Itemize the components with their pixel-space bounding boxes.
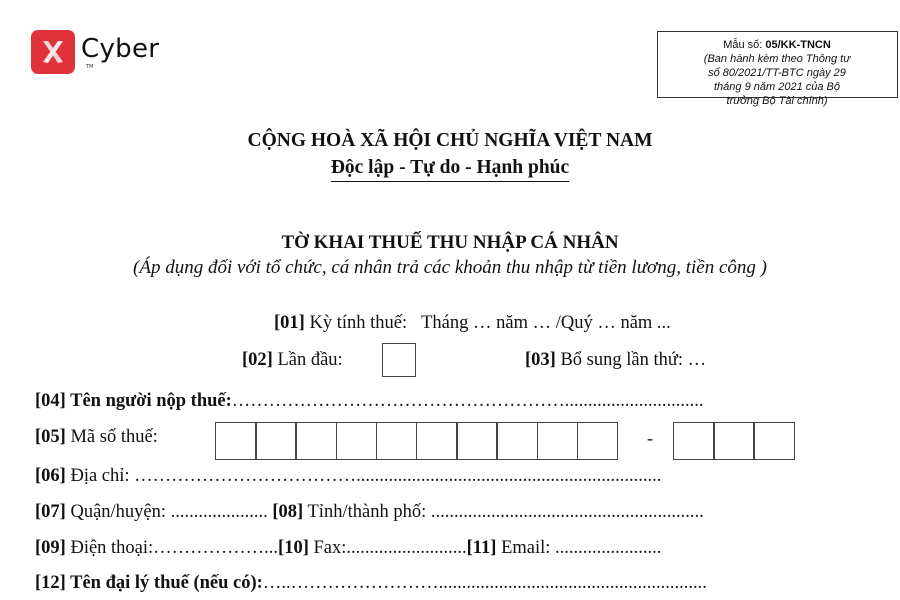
address-input[interactable]: ………………………………..................................................................	[134, 466, 662, 486]
field-07-08-district-province	[35, 502, 704, 523]
motto: Độc lập - Tự do - Hạnh phúc	[331, 157, 569, 182]
tax-code-branch-digit-3[interactable]	[753, 422, 795, 460]
document-title: TỜ KHAI THUẾ THU NHẬP CÁ NHÂN	[281, 232, 619, 253]
field-12-code: [12]	[35, 573, 66, 593]
tax-code-digit-3[interactable]	[295, 422, 337, 460]
first-time-checkbox[interactable]	[382, 343, 416, 377]
field-01-code: [01]	[274, 313, 305, 333]
field-12-label: Tên đại lý thuế (nếu có):	[65, 573, 263, 593]
form-info-line1: (Ban hành kèm theo Thông tư	[703, 53, 851, 65]
tax-code-digit-6[interactable]	[416, 422, 458, 460]
tax-code-separator: -	[647, 428, 653, 448]
tax-code-digit-7[interactable]	[456, 422, 498, 460]
field-08-code: [08]	[272, 502, 304, 522]
field-11-code: [11]	[466, 538, 497, 558]
field-03-supplement	[525, 350, 706, 371]
field-07-code: [07]	[35, 502, 66, 522]
field-04-taxpayer-name	[35, 391, 704, 412]
trademark: TM	[86, 64, 94, 70]
field-05-code: [05]	[35, 427, 66, 447]
tax-code-digit-9[interactable]	[537, 422, 579, 460]
nation-heading: CỘNG HOÀ XÃ HỘI CHỦ NGHĨA VIỆT NAM	[247, 130, 653, 151]
field-12-tax-agent	[35, 573, 707, 594]
form-code: 05/KK-TNCN	[765, 39, 831, 51]
phone-input[interactable]: Điện thoại:………………...	[65, 538, 279, 558]
field-06-label: Địa chỉ:	[65, 466, 135, 486]
fax-input[interactable]: Fax:..........................	[308, 538, 467, 558]
form-info	[657, 38, 897, 108]
tax-code-branch-boxes	[673, 422, 795, 460]
field-09-code: [09]	[35, 538, 66, 558]
motto-wrap	[0, 157, 900, 182]
field-05-tax-code	[35, 427, 158, 448]
field-03-code: [03]	[525, 350, 556, 370]
field-03-label[interactable]: Bổ sung lần thứ: …	[555, 350, 707, 370]
field-06-code: [06]	[35, 466, 66, 486]
taxpayer-name-input[interactable]: ………………………………………………..............................	[231, 391, 704, 411]
tax-code-digit-10[interactable]	[577, 422, 619, 460]
field-02-code: [02]	[242, 350, 273, 370]
tax-code-digit-4[interactable]	[336, 422, 378, 460]
field-05-label: Mã số thuế:	[65, 427, 158, 447]
tax-code-main-boxes	[215, 422, 618, 460]
field-06-address	[35, 466, 661, 487]
tax-code-digit-8[interactable]	[496, 422, 538, 460]
field-04-code: [04]	[35, 391, 66, 411]
cyber-logo	[31, 30, 159, 74]
cyber-x-icon	[31, 30, 75, 74]
field-10-code: [10]	[278, 538, 309, 558]
tax-agent-input[interactable]: …..……………………..........................................................	[262, 573, 707, 593]
field-01-label: Kỳ tính thuế:	[304, 313, 408, 333]
tax-code-digit-1[interactable]	[215, 422, 257, 460]
form-info-line3: tháng 9 năm 2021 của Bộ	[714, 81, 840, 93]
tax-code-digit-5[interactable]	[376, 422, 418, 460]
tax-code-branch-digit-1[interactable]	[673, 422, 715, 460]
field-01-value[interactable]: Tháng … năm … /Quý … năm ...	[421, 313, 671, 333]
district-input[interactable]: Quận/huyện: .....................	[65, 502, 268, 522]
field-09-11-contact	[35, 538, 661, 559]
field-02-label: Lần đầu:	[272, 350, 343, 370]
province-input[interactable]: Tỉnh/thành phố: ...........................................................	[303, 502, 704, 522]
email-input[interactable]: Email: .......................	[496, 538, 662, 558]
form-code-label: Mẫu số:	[723, 39, 766, 51]
field-04-label: Tên người nộp thuế:	[65, 391, 232, 411]
tax-code-branch-digit-2[interactable]	[713, 422, 755, 460]
field-01-tax-period	[274, 313, 671, 334]
field-02-first-time	[242, 350, 343, 371]
tax-code-digit-2[interactable]	[255, 422, 297, 460]
document-subtitle: (Áp dụng đối với tổ chức, cá nhân trả các khoản thu nhập từ tiền lương, tiền công )	[133, 257, 767, 278]
form-info-line4: trưởng Bộ Tài chính)	[726, 95, 828, 107]
form-info-line2: số 80/2021/TT-BTC ngày 29	[708, 67, 846, 79]
brand-name: Cyber	[81, 34, 160, 64]
